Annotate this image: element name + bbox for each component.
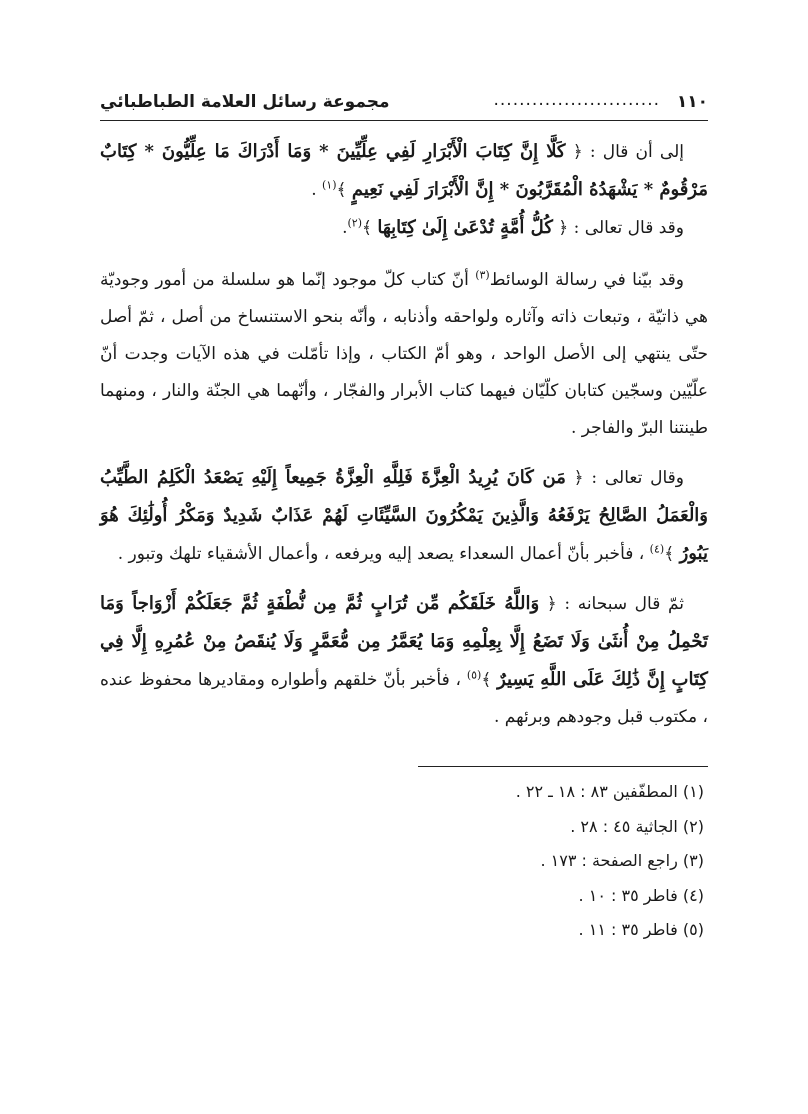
paragraph-2-tail: . [342,218,348,238]
quran-close-bracket: ﴾ [481,670,492,690]
quran-verse-3: مَن كَانَ يُرِيدُ الْعِزَّةَ فَلِلَّهِ الْعِزَّةُ جَمِيعاً إِلَيْهِ يَصْعَدُ الْكَلِمُ الطَّيِّبُ وَالْعَمَلُ الصَّالِحُ يَرْفَعُهُ وَالَّذِينَ يَمْكُرُونَ السَّيِّئَاتِ لَهُمْ عَذَابٌ شَدِيدٌ وَمَكْرُ أُولَٰئِكَ هُوَ يَبُورُ [100,467,708,564]
running-header [100,84,708,121]
quran-open-bracket: ﴿ [573,468,584,488]
footnote-ref-1[interactable]: (١) [322,178,337,192]
quran-verse-4: وَاللَّهُ خَلَقَكُم مِّن تُرَابٍ ثُمَّ مِن نُّطْفَةٍ ثُمَّ جَعَلَكُمْ أَزْوَاجاً وَمَا تَحْمِلُ مِنْ أُنثَىٰ وَلَا تَضَعُ إِلَّا بِعِلْمِهِ وَمَا يُعَمَّرُ مِن مُّعَمَّرٍ وَلَا يُنقَصُ مِنْ عُمُرِهِ إِلَّا فِي كِتَابٍ إِنَّ ذَٰلِكَ عَلَى اللَّهِ يَسِيرٌ [100,593,708,690]
book-title: مجموعة رسائل العلامة الطباطبائي [100,92,390,112]
paragraph-5-intro: ثمّ قال سبحانه : [556,594,684,614]
footnote-item: (١) المطفّفين ٨٣ : ١٨ ـ ٢٢ . [515,782,704,801]
book-page [100,84,708,948]
quran-verse-2: كُلُّ أُمَّةٍ تُدْعَىٰ إِلَىٰ كِتَابِهَا [377,217,553,238]
paragraph-2 [100,209,708,247]
paragraph-4-intro: وقال تعالى : [583,468,684,488]
footnote-item: (٣) راجع الصفحة : ١٧٣ . [540,851,704,870]
quran-close-bracket: ﴾ [664,544,675,564]
quran-close-bracket: ﴾ [336,180,347,200]
quran-close-bracket: ﴾ [361,218,372,238]
page-number: ١١٠ [676,92,708,112]
quran-open-bracket: ﴿ [572,142,583,162]
paragraph-1-tail: . [311,180,322,200]
paragraph-5 [100,585,708,736]
paragraph-2-intro: وقد قال تعالى : [568,218,684,238]
paragraph-1-intro: إلى أن قال : [582,142,684,162]
paragraph-4-tail: ، فأخبر بأنّ أعمال السعداء يصعد إليه ويرفعه ، وأعمال الأشقياء تلهك وتبور . [117,544,650,564]
footnote-ref-4[interactable]: (٤) [649,542,665,556]
quran-verse-1: كَلَّا إِنَّ كِتَابَ الْأَبْرَارِ لَفِي عِلِّيِّينَ * وَمَا أَدْرَاكَ مَا عِلِّيُّونَ * كِتَابٌ مَرْقُومٌ * يَشْهَدُهُ الْمُقَرَّبُونَ * إِنَّ الْأَبْرَارَ لَفِي نَعِيمٍ [100,141,708,200]
paragraph-3 [100,262,708,447]
header-leader-dots: .......................... [493,90,660,110]
footnote-item: (٢) الجاثية ٤٥ : ٢٨ . [570,816,704,836]
paragraph-1 [100,133,708,209]
footnote-separator [418,766,708,767]
quran-open-bracket: ﴿ [546,594,557,614]
paragraph-4 [100,459,708,573]
footnote-ref-5[interactable]: (٥) [466,668,482,682]
footnote-ref-3[interactable]: (٣) [475,268,490,282]
paragraph-5-tail: ، فأخبر بأنّ خلقهم وأطواره ومقاديرها محفوظ عنده ، مكتوب قبل وجودهم وبرئهم . [100,670,708,727]
paragraph-3-text-rest: أنّ كتاب كلّ موجود إنّما هو سلسلة من أمور وجوديّة هي ذاتيّة ، وتبعات ذاته وآثاره ولواحقه وأذنابه ، وأنّه بنحو الاستنساخ من أصل ، ثمّ أصل حتّى ينتهي إلى الأصل الواحد ، وهو أمّ الكتاب ، وإذا تأمّلت في هذه الآيات وجدت أنّ علّيّين وسجّين كتابان كلّيّان فيهما كتاب الأبرار والفجّار ، وأنّهما هي الجنّة والنار ، ومنهما طينتنا البرّ والفاجر . [100,270,708,438]
footnote-ref-2[interactable]: (٢) [347,216,362,230]
footnotes [100,775,708,948]
footnote-item: (٥) فاطر ٣٥ : ١١ . [578,920,704,939]
paragraph-3-text-start: وقد بيّنا في رسالة الوسائط [489,270,684,290]
footnote-item: (٤) فاطر ٣٥ : ١٠ . [578,885,704,905]
quran-open-bracket: ﴿ [558,218,569,238]
